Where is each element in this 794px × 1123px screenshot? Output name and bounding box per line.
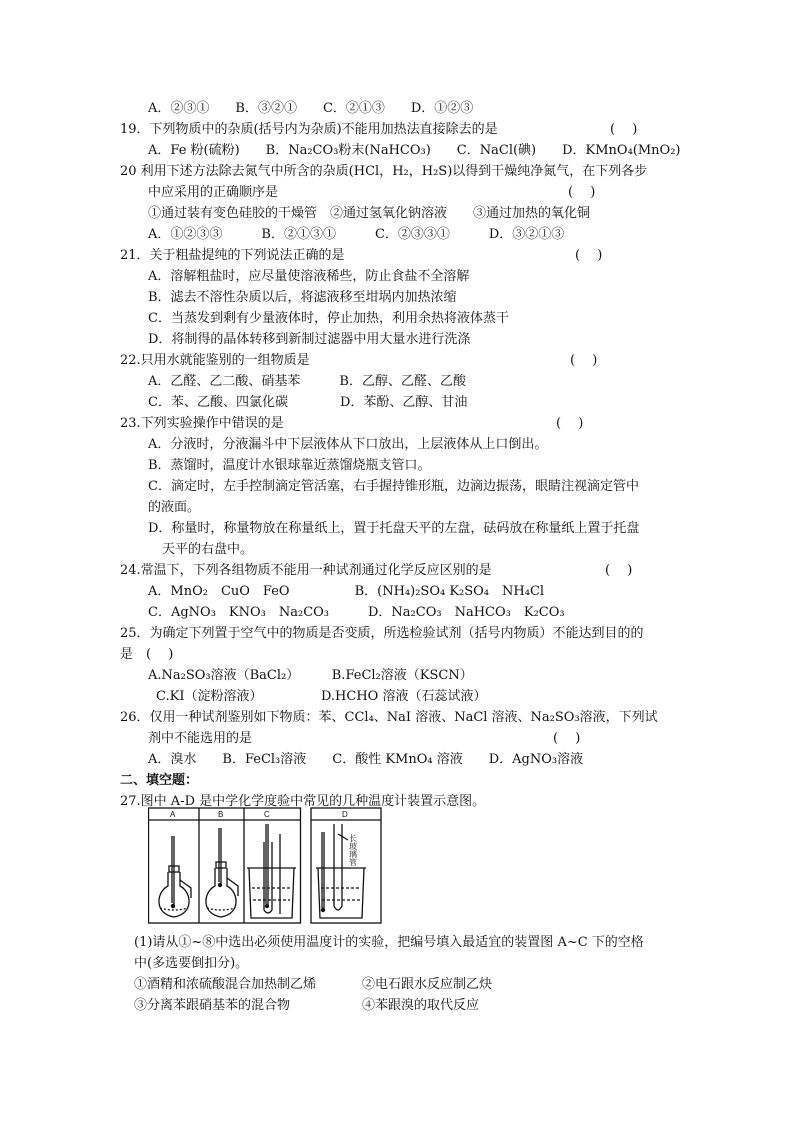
q23-option-c-line1: C．滴定时，左手控制滴定管活塞，右手握持锥形瓶，边滴边振荡，眼睛注视滴定管中: [148, 479, 639, 494]
q20-steps: ①通过装有变色硅胶的干燥管 ②通过氢氧化钠溶液 ③通过加热的氧化铜: [148, 206, 591, 221]
q21-option-a: A．溶解粗盐时，应尽量使溶液稀些，防止食盐不全溶解: [148, 269, 470, 284]
q21-option-b: B．滤去不溶性杂质以后，将滤液移至坩埚内加热浓缩: [148, 290, 457, 305]
q22-answer-blank: ( ): [570, 353, 598, 368]
q25-options-row1: A.Na₂SO₃溶液（BaCl₂） B.FeCl₂溶液（KSCN）: [148, 668, 473, 683]
q26-answer-blank: ( ): [553, 731, 581, 746]
q24-stem: 24.常温下，下列各组物质不能用一种试剂通过化学反应区别的是: [120, 563, 492, 578]
q20-stem-line2: 中应采用的正确顺序是: [148, 185, 279, 200]
q23-option-d-line1: D．称量时，称量物放在称量纸上，置于托盘天平的左盘，砝码放在称量纸上置于托盘: [148, 521, 640, 536]
q27-stem: 27.图中 A-D 是中学化学度验中常见的几种温度计装置示意图。: [120, 794, 486, 809]
label-b: B: [218, 810, 224, 819]
q27-sub1-line1: (1)请从①~⑧中选出必须使用温度计的实验，把编号填入最适宜的装置图 A~C 下的空格: [134, 935, 644, 950]
q26-stem-line1: 26．仅用一种试剂鉴别如下物质：苯、CCl₄、NaI 溶液、NaCl 溶液、Na₂SO₃溶液，下列试: [120, 710, 658, 725]
label-a: A: [170, 810, 176, 819]
q27-choice-2: ②电石跟水反应制乙炔: [362, 977, 493, 992]
q22-options-row1: A．乙醛、乙二酸、硝基苯 B．乙醇、乙醛、乙酸: [148, 374, 466, 389]
q22-stem: 22.只用水就能鉴别的一组物质是: [120, 353, 310, 368]
q21-option-c: C．当蒸发到剩有少量液体时，停止加热，利用余热将液体蒸干: [148, 311, 509, 326]
q19-answer-blank: ( ): [610, 122, 638, 137]
flask-b: [206, 828, 238, 917]
q21-answer-blank: ( ): [575, 248, 603, 263]
q20-stem-line1: 20 利用下述方法除去氮气中所含的杂质(HCl，H₂，H₂S)以得到干燥纯净氮气，在下列各步: [120, 164, 648, 179]
q20-answer-blank: ( ): [568, 185, 596, 200]
q20-options: A．①②③③ B．②①③① C．②③③① D．③②①③: [148, 227, 565, 242]
q27-choice-4: ④苯跟溴的取代反应: [362, 998, 480, 1013]
q25-options-row2: C.KI（淀粉溶液） D.HCHO 溶液（石蕊试液）: [156, 689, 487, 704]
q21-stem: 21．关于粗盐提纯的下列说法正确的是: [120, 248, 345, 263]
q24-answer-blank: ( ): [605, 563, 633, 578]
q24-options-row2: C．AgNO₃ KNO₃ Na₂CO₃ D．Na₂CO₃ NaHCO₃ K₂CO₃: [148, 605, 565, 620]
q19-stem: 19．下列物质中的杂质(括号内为杂质)不能用加热法直接除去的是: [120, 122, 498, 137]
q24-options-row1: A．MnO₂ CuO FeO B．(NH₄)₂SO₄ K₂SO₄ NH₄Cl: [148, 584, 545, 599]
long-glass-tube-label: 长玻璃管: [348, 834, 358, 866]
q27-sub1-line2: 中(多选要倒扣分)。: [134, 956, 249, 971]
q23-answer-blank: ( ): [556, 416, 584, 431]
q27-choice-3: ③分离苯跟硝基苯的混合物: [134, 998, 291, 1013]
q23-option-b: B．蒸馏时，温度计水银球靠近蒸馏烧瓶支管口。: [148, 458, 431, 473]
q26-stem-line2: 剂中不能选用的是: [148, 731, 253, 746]
q23-option-d-line2: 天平的右盘中。: [162, 542, 254, 557]
q18-options: A．②③① B．③②① C．②①③ D．①②③: [148, 101, 474, 116]
q23-option-a: A．分液时，分液漏斗中下层液体从下口放出，上层液体从上口倒出。: [148, 437, 548, 452]
q21-option-d: D．将制得的晶体转移到新制过滤器中用大量水进行洗涤: [148, 332, 471, 347]
q25-stem-line1: 25．为确定下列置于空气中的物质是否变质，所选检验试剂（括号内物质）不能达到目的的: [120, 626, 644, 641]
label-c: C: [264, 810, 270, 819]
q19-options: A．Fe 粉(硫粉) B．Na₂CO₃粉末(NaHCO₃) C．NaCl(碘) D．KMnO₄(MnO₂): [148, 143, 681, 158]
q23-option-c-line2: 的液面。: [148, 500, 201, 515]
q25-stem-line2: 是 ( ): [120, 647, 174, 662]
q27-choice-1: ①酒精和浓硫酸混合加热制乙烯: [134, 977, 317, 992]
beaker-c: [247, 824, 296, 918]
flask-a: [159, 836, 191, 917]
label-d: D: [342, 810, 348, 819]
q26-options: A．溴水 B．FeCl₃溶液 C．酸性 KMnO₄ 溶液 D．AgNO₃溶液: [148, 752, 584, 767]
q23-stem: 23.下列实验操作中错误的是: [120, 416, 284, 431]
q22-options-row2: C．苯、乙酸、四氯化碳 D．苯酚、乙醇、甘油: [148, 395, 468, 410]
section-fill-in-heading: 二、填空题：: [120, 773, 199, 788]
thermometer-apparatus-diagram: [148, 806, 382, 926]
beaker-d: [316, 824, 366, 918]
